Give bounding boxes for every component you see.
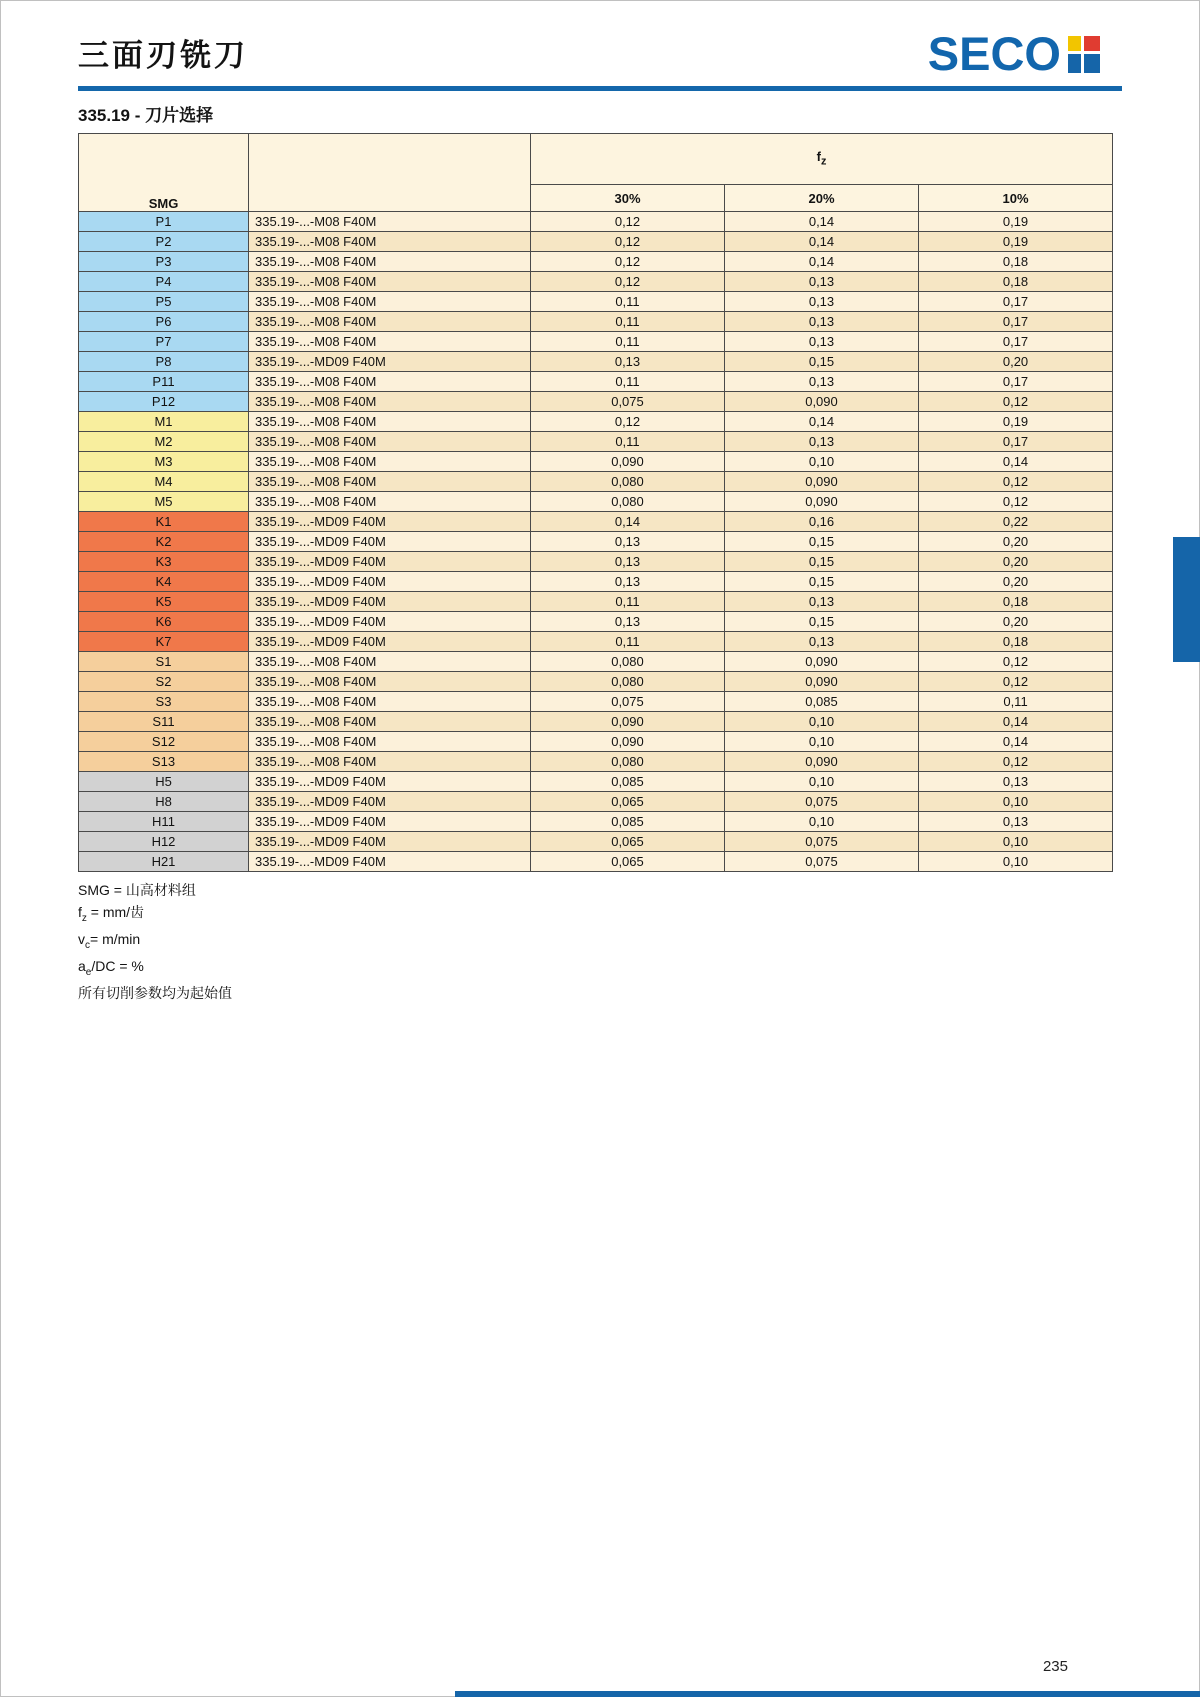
fz-value-cell: 0,10 [725, 732, 919, 752]
fz-value-cell: 0,10 [725, 772, 919, 792]
fz-value-cell: 0,090 [725, 672, 919, 692]
fz-value-cell: 0,19 [919, 232, 1113, 252]
fz-value-cell: 0,065 [531, 832, 725, 852]
table-row [79, 352, 1113, 372]
smg-cell: K4 [79, 572, 249, 592]
insert-column-header [249, 134, 531, 212]
fz-value-cell: 0,085 [531, 812, 725, 832]
smg-cell: P5 [79, 292, 249, 312]
fz-value-cell: 0,13 [725, 312, 919, 332]
smg-cell: M1 [79, 412, 249, 432]
fz-value-cell: 0,15 [725, 532, 919, 552]
fz-value-cell: 0,12 [531, 252, 725, 272]
fz-value-cell: 0,12 [919, 392, 1113, 412]
fz-value-cell: 0,20 [919, 612, 1113, 632]
fz-value-cell: 0,10 [725, 812, 919, 832]
fz-value-cell: 0,090 [725, 752, 919, 772]
insert-designation-cell: 335.19-...-M08 F40M [249, 752, 531, 772]
fz-value-cell: 0,14 [919, 732, 1113, 752]
table-row [79, 512, 1113, 532]
smg-cell: P6 [79, 312, 249, 332]
fz-value-cell: 0,080 [531, 672, 725, 692]
seco-logo-mark-icon [1068, 36, 1100, 73]
insert-designation-cell: 335.19-...-M08 F40M [249, 212, 531, 232]
fz-value-cell: 0,14 [725, 212, 919, 232]
logo-blue-square [1084, 54, 1100, 73]
seco-logo [927, 27, 1100, 80]
fz-value-cell: 0,075 [725, 792, 919, 812]
fz-value-cell: 0,13 [531, 552, 725, 572]
fz-value-cell: 0,17 [919, 372, 1113, 392]
fz-value-cell: 0,13 [725, 632, 919, 652]
insert-designation-cell: 335.19-...-MD09 F40M [249, 512, 531, 532]
fz-value-cell: 0,12 [919, 492, 1113, 512]
percent-30-header: 30% [531, 185, 725, 212]
smg-cell: P12 [79, 392, 249, 412]
header-row-top [79, 134, 1113, 185]
smg-cell: K7 [79, 632, 249, 652]
fz-value-cell: 0,19 [919, 212, 1113, 232]
fz-value-cell: 0,13 [919, 812, 1113, 832]
insert-designation-cell: 335.19-...-MD09 F40M [249, 832, 531, 852]
insert-designation-cell: 335.19-...-MD09 F40M [249, 812, 531, 832]
footnote-general: 所有切削参数均为起始值 [78, 985, 232, 1002]
percent-20-header: 20% [725, 185, 919, 212]
smg-cell: P4 [79, 272, 249, 292]
smg-cell: K6 [79, 612, 249, 632]
insert-designation-cell: 335.19-...-MD09 F40M [249, 572, 531, 592]
fz-value-cell: 0,14 [919, 712, 1113, 732]
table-row [79, 672, 1113, 692]
table-row [79, 272, 1113, 292]
fz-value-cell: 0,080 [531, 752, 725, 772]
fz-value-cell: 0,090 [531, 712, 725, 732]
fz-value-cell: 0,13 [725, 592, 919, 612]
insert-designation-cell: 335.19-...-MD09 F40M [249, 352, 531, 372]
smg-cell: P3 [79, 252, 249, 272]
fz-value-cell: 0,12 [531, 272, 725, 292]
table-row [79, 392, 1113, 412]
table-row [79, 552, 1113, 572]
table-row [79, 472, 1113, 492]
insert-designation-cell: 335.19-...-M08 F40M [249, 692, 531, 712]
table-row [79, 752, 1113, 772]
table-row [79, 332, 1113, 352]
fz-value-cell: 0,075 [531, 392, 725, 412]
footnote-vc: $v_c= m/\min$ [78, 930, 141, 951]
fz-value-cell: 0,10 [725, 712, 919, 732]
logo-blue-square [1068, 54, 1081, 73]
footer-bar [455, 1691, 1200, 1697]
fz-value-cell: 0,10 [919, 792, 1113, 812]
insert-designation-cell: 335.19-...-M08 F40M [249, 452, 531, 472]
smg-cell: P7 [79, 332, 249, 352]
table-row [79, 692, 1113, 712]
smg-cell: H12 [79, 832, 249, 852]
smg-cell: S3 [79, 692, 249, 712]
footnote-ae: $a_e/DC$ = % [78, 958, 144, 978]
smg-cell: K3 [79, 552, 249, 572]
table-row [79, 632, 1113, 652]
fz-value-cell: 0,11 [919, 692, 1113, 712]
fz-value-cell: 0,085 [531, 772, 725, 792]
smg-cell: P1 [79, 212, 249, 232]
insert-designation-cell: 335.19-...-M08 F40M [249, 712, 531, 732]
insert-table-body [79, 212, 1113, 872]
fz-value-cell: 0,065 [531, 852, 725, 872]
table-row [79, 492, 1113, 512]
smg-cell: M2 [79, 432, 249, 452]
fz-value-cell: 0,090 [725, 652, 919, 672]
fz-value-cell: 0,13 [725, 432, 919, 452]
fz-value-cell: 0,17 [919, 332, 1113, 352]
fz-value-cell: 0,12 [919, 652, 1113, 672]
logo-yellow-square [1068, 36, 1081, 51]
fz-group-header: $f_z$ [531, 134, 1113, 185]
fz-value-cell: 0,11 [531, 432, 725, 452]
fz-value-cell: 0,11 [531, 632, 725, 652]
seco-logo-text: SECO [927, 27, 1061, 80]
table-row [79, 792, 1113, 812]
table-row [79, 372, 1113, 392]
fz-value-cell: 0,080 [531, 472, 725, 492]
table-row [79, 812, 1113, 832]
fz-value-cell: 0,13 [725, 272, 919, 292]
insert-selection-table [78, 133, 1113, 872]
insert-designation-cell: 335.19-...-M08 F40M [249, 492, 531, 512]
smg-cell: S1 [79, 652, 249, 672]
fz-value-cell: 0,12 [531, 212, 725, 232]
fz-value-cell: 0,19 [919, 412, 1113, 432]
fz-value-cell: 0,075 [725, 832, 919, 852]
insert-designation-cell: 335.19-...-M08 F40M [249, 412, 531, 432]
fz-value-cell: 0,090 [725, 472, 919, 492]
table-row [79, 232, 1113, 252]
insert-designation-cell: 335.19-...-MD09 F40M [249, 772, 531, 792]
smg-column-header: SMG [79, 134, 249, 212]
smg-cell: H21 [79, 852, 249, 872]
table-row [79, 532, 1113, 552]
table-row [79, 612, 1113, 632]
insert-designation-cell: 335.19-...-M08 F40M [249, 332, 531, 352]
fz-value-cell: 0,12 [919, 472, 1113, 492]
smg-cell: K2 [79, 532, 249, 552]
fz-value-cell: 0,18 [919, 632, 1113, 652]
insert-designation-cell: 335.19-...-M08 F40M [249, 292, 531, 312]
smg-cell: K1 [79, 512, 249, 532]
section-title: 335.19 - 刀片选择 [78, 106, 214, 125]
table-row [79, 292, 1113, 312]
fz-value-cell: 0,18 [919, 252, 1113, 272]
insert-designation-cell: 335.19-...-MD09 F40M [249, 592, 531, 612]
insert-designation-cell: 335.19-...-M08 F40M [249, 672, 531, 692]
insert-designation-cell: 335.19-...-M08 F40M [249, 732, 531, 752]
smg-cell: S13 [79, 752, 249, 772]
fz-value-cell: 0,15 [725, 572, 919, 592]
fz-value-cell: 0,15 [725, 552, 919, 572]
fz-value-cell: 0,17 [919, 292, 1113, 312]
fz-value-cell: 0,16 [725, 512, 919, 532]
fz-value-cell: 0,11 [531, 372, 725, 392]
fz-value-cell: 0,10 [919, 832, 1113, 852]
smg-cell: P8 [79, 352, 249, 372]
table-row [79, 452, 1113, 472]
header-rule [78, 86, 1122, 91]
insert-designation-cell: 335.19-...-MD09 F40M [249, 532, 531, 552]
smg-cell: P2 [79, 232, 249, 252]
fz-value-cell: 0,11 [531, 292, 725, 312]
fz-value-cell: 0,20 [919, 572, 1113, 592]
fz-value-cell: 0,075 [531, 692, 725, 712]
table-row [79, 252, 1113, 272]
fz-value-cell: 0,13 [531, 572, 725, 592]
fz-value-cell: 0,12 [919, 672, 1113, 692]
percent-10-header: 10% [919, 185, 1113, 212]
insert-designation-cell: 335.19-...-M08 F40M [249, 252, 531, 272]
insert-designation-cell: 335.19-...-MD09 F40M [249, 792, 531, 812]
insert-designation-cell: 335.19-...-M08 F40M [249, 392, 531, 412]
table-header [79, 134, 1113, 212]
table-row [79, 572, 1113, 592]
fz-value-cell: 0,14 [531, 512, 725, 532]
fz-value-cell: 0,13 [531, 352, 725, 372]
insert-designation-cell: 335.19-...-M08 F40M [249, 312, 531, 332]
fz-value-cell: 0,080 [531, 652, 725, 672]
footnote-fz: $f_z = mm/$齿 [78, 903, 145, 924]
logo-red-square [1084, 36, 1100, 51]
insert-designation-cell: 335.19-...-MD09 F40M [249, 852, 531, 872]
fz-value-cell: 0,10 [919, 852, 1113, 872]
fz-value-cell: 0,13 [919, 772, 1113, 792]
fz-value-cell: 0,17 [919, 312, 1113, 332]
fz-value-cell: 0,12 [531, 232, 725, 252]
fz-value-cell: 0,13 [725, 332, 919, 352]
fz-value-cell: 0,11 [531, 312, 725, 332]
insert-designation-cell: 335.19-...-M08 F40M [249, 372, 531, 392]
fz-value-cell: 0,11 [531, 592, 725, 612]
fz-value-cell: 0,15 [725, 612, 919, 632]
insert-designation-cell: 335.19-...-MD09 F40M [249, 632, 531, 652]
fz-value-cell: 0,14 [725, 232, 919, 252]
fz-value-cell: 0,13 [725, 372, 919, 392]
smg-cell: M3 [79, 452, 249, 472]
fz-value-cell: 0,090 [725, 392, 919, 412]
smg-cell: M5 [79, 492, 249, 512]
table-row [79, 312, 1113, 332]
smg-cell: H5 [79, 772, 249, 792]
table-row [79, 412, 1113, 432]
page-title: 三面刃铣刀 [78, 38, 248, 74]
fz-value-cell: 0,12 [919, 752, 1113, 772]
smg-cell: P11 [79, 372, 249, 392]
smg-cell: H11 [79, 812, 249, 832]
smg-cell: K5 [79, 592, 249, 612]
fz-value-cell: 0,085 [725, 692, 919, 712]
table-row [79, 772, 1113, 792]
table-row [79, 652, 1113, 672]
table-row [79, 212, 1113, 232]
fz-value-cell: 0,20 [919, 352, 1113, 372]
page-number: 235 [1042, 1658, 1068, 1675]
table-row [79, 712, 1113, 732]
fz-value-cell: 0,20 [919, 532, 1113, 552]
table-row [79, 432, 1113, 452]
fz-value-cell: 0,13 [725, 292, 919, 312]
fz-value-cell: 0,090 [531, 452, 725, 472]
fz-value-cell: 0,090 [531, 732, 725, 752]
smg-cell: H8 [79, 792, 249, 812]
fz-value-cell: 0,18 [919, 592, 1113, 612]
fz-value-cell: 0,14 [725, 252, 919, 272]
footnote-smg: SMG = 山高材料组 [78, 882, 196, 898]
fz-value-cell: 0,090 [725, 492, 919, 512]
smg-cell: S2 [79, 672, 249, 692]
fz-value-cell: 0,13 [531, 532, 725, 552]
footnotes [78, 880, 232, 1005]
fz-value-cell: 0,14 [725, 412, 919, 432]
fz-value-cell: 0,17 [919, 432, 1113, 452]
fz-value-cell: 0,11 [531, 332, 725, 352]
table-row [79, 832, 1113, 852]
insert-designation-cell: 335.19-...-M08 F40M [249, 272, 531, 292]
fz-value-cell: 0,080 [531, 492, 725, 512]
insert-designation-cell: 335.19-...-M08 F40M [249, 472, 531, 492]
insert-designation-cell: 335.19-...-MD09 F40M [249, 552, 531, 572]
smg-cell: S11 [79, 712, 249, 732]
insert-designation-cell: 335.19-...-M08 F40M [249, 232, 531, 252]
fz-value-cell: 0,12 [531, 412, 725, 432]
insert-designation-cell: 335.19-...-MD09 F40M [249, 612, 531, 632]
fz-value-cell: 0,14 [919, 452, 1113, 472]
fz-value-cell: 0,20 [919, 552, 1113, 572]
table-row [79, 852, 1113, 872]
fz-value-cell: 0,065 [531, 792, 725, 812]
table-row [79, 732, 1113, 752]
fz-value-cell: 0,13 [531, 612, 725, 632]
table-row [79, 592, 1113, 612]
smg-cell: S12 [79, 732, 249, 752]
insert-designation-cell: 335.19-...-M08 F40M [249, 432, 531, 452]
fz-value-cell: 0,10 [725, 452, 919, 472]
smg-cell: M4 [79, 472, 249, 492]
fz-value-cell: 0,075 [725, 852, 919, 872]
chapter-side-tab [1173, 537, 1200, 662]
insert-designation-cell: 335.19-...-M08 F40M [249, 652, 531, 672]
fz-value-cell: 0,15 [725, 352, 919, 372]
fz-value-cell: 0,22 [919, 512, 1113, 532]
fz-value-cell: 0,18 [919, 272, 1113, 292]
